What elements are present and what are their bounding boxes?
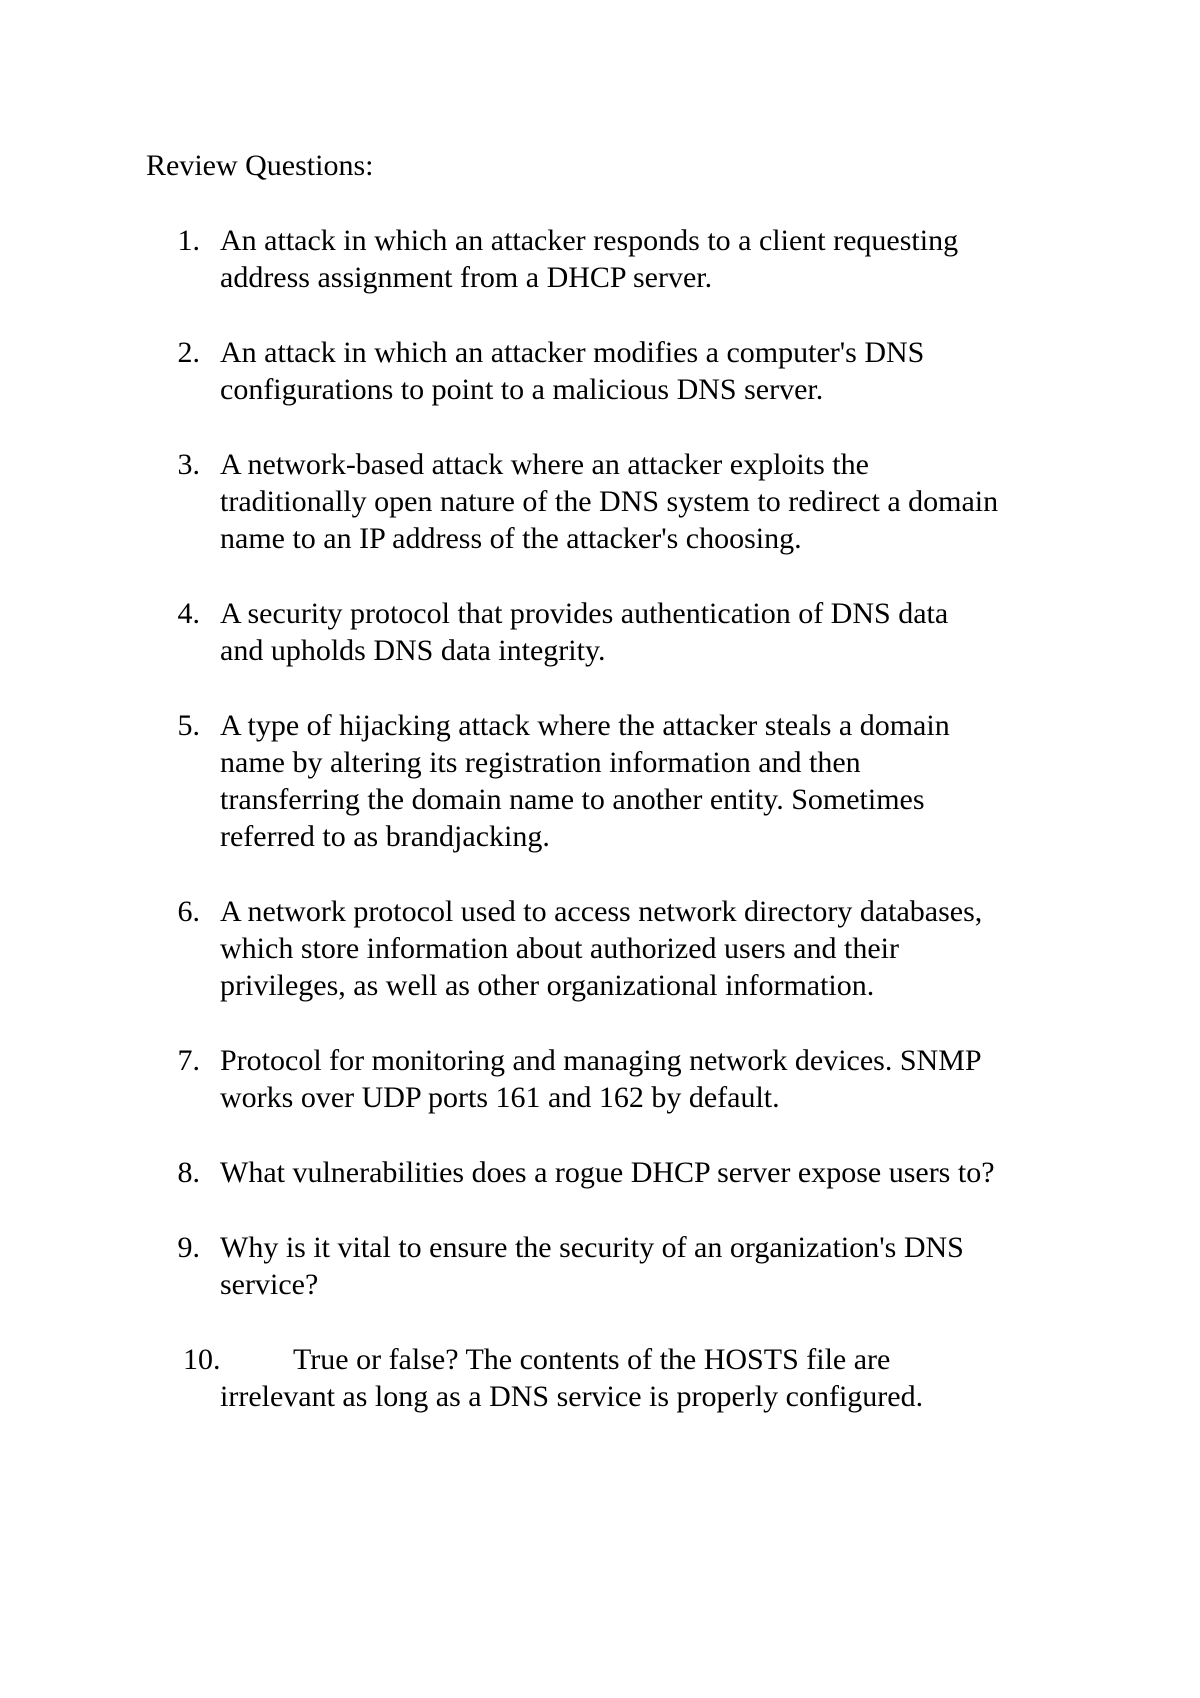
question-text bbox=[220, 334, 1100, 408]
question-text bbox=[220, 595, 1100, 669]
question-3 bbox=[0, 446, 1200, 557]
question-text bbox=[220, 222, 1100, 296]
question-line: privileges, as well as other organizational information. bbox=[220, 969, 875, 1002]
question-list bbox=[0, 222, 1200, 1453]
question-text bbox=[220, 1229, 1100, 1303]
question-line: configurations to point to a malicious DNS server. bbox=[220, 373, 824, 406]
question-number: 10. bbox=[183, 1343, 221, 1376]
question-line: name by altering its registration information and then bbox=[220, 746, 861, 779]
question-5 bbox=[0, 707, 1200, 855]
question-line: True or false? The contents of the HOSTS file are bbox=[293, 1343, 891, 1376]
question-text bbox=[220, 707, 1100, 855]
question-text bbox=[220, 1341, 1100, 1415]
question-line: referred to as brandjacking. bbox=[220, 820, 550, 853]
question-line: service? bbox=[220, 1268, 319, 1301]
question-line: and upholds DNS data integrity. bbox=[220, 634, 606, 667]
question-1 bbox=[0, 222, 1200, 296]
question-number: 9. bbox=[177, 1231, 200, 1264]
question-line: An attack in which an attacker responds to a client requesting bbox=[220, 224, 959, 257]
question-line: A network protocol used to access network directory databases, bbox=[220, 895, 983, 928]
question-text bbox=[220, 1042, 1100, 1116]
question-line: A network-based attack where an attacker exploits the bbox=[220, 448, 869, 481]
question-number: 7. bbox=[177, 1044, 200, 1077]
question-line: address assignment from a DHCP server. bbox=[220, 261, 713, 294]
question-number: 4. bbox=[177, 597, 200, 630]
question-7 bbox=[0, 1042, 1200, 1116]
question-number: 2. bbox=[177, 336, 200, 369]
question-4 bbox=[0, 595, 1200, 669]
question-number: 1. bbox=[177, 224, 200, 257]
question-line: which store information about authorized users and their bbox=[220, 932, 899, 965]
question-line: Why is it vital to ensure the security of an organization's DNS bbox=[220, 1231, 964, 1264]
question-line: Protocol for monitoring and managing network devices. SNMP bbox=[220, 1044, 982, 1077]
question-line: works over UDP ports 161 and 162 by default. bbox=[220, 1081, 780, 1114]
question-line: traditionally open nature of the DNS system to redirect a domain bbox=[220, 485, 999, 518]
question-line: An attack in which an attacker modifies a computer's DNS bbox=[220, 336, 925, 369]
question-number: 3. bbox=[177, 448, 200, 481]
question-text bbox=[220, 1154, 1100, 1191]
question-10 bbox=[0, 1341, 1200, 1415]
question-number: 6. bbox=[177, 895, 200, 928]
page-heading: Review Questions: bbox=[146, 149, 374, 182]
question-2 bbox=[0, 334, 1200, 408]
question-text bbox=[220, 893, 1100, 1004]
question-line: What vulnerabilities does a rogue DHCP server expose users to? bbox=[220, 1156, 995, 1189]
question-6 bbox=[0, 893, 1200, 1004]
question-line: name to an IP address of the attacker's choosing. bbox=[220, 522, 802, 555]
question-line: A type of hijacking attack where the attacker steals a domain bbox=[220, 709, 950, 742]
question-line: transferring the domain name to another entity. Sometimes bbox=[220, 783, 925, 816]
question-number: 8. bbox=[177, 1156, 200, 1189]
question-9 bbox=[0, 1229, 1200, 1303]
question-text bbox=[220, 446, 1100, 557]
question-line: A security protocol that provides authentication of DNS data bbox=[220, 597, 949, 630]
question-8 bbox=[0, 1154, 1200, 1191]
question-number: 5. bbox=[177, 709, 200, 742]
question-line: irrelevant as long as a DNS service is properly configured. bbox=[220, 1380, 924, 1413]
